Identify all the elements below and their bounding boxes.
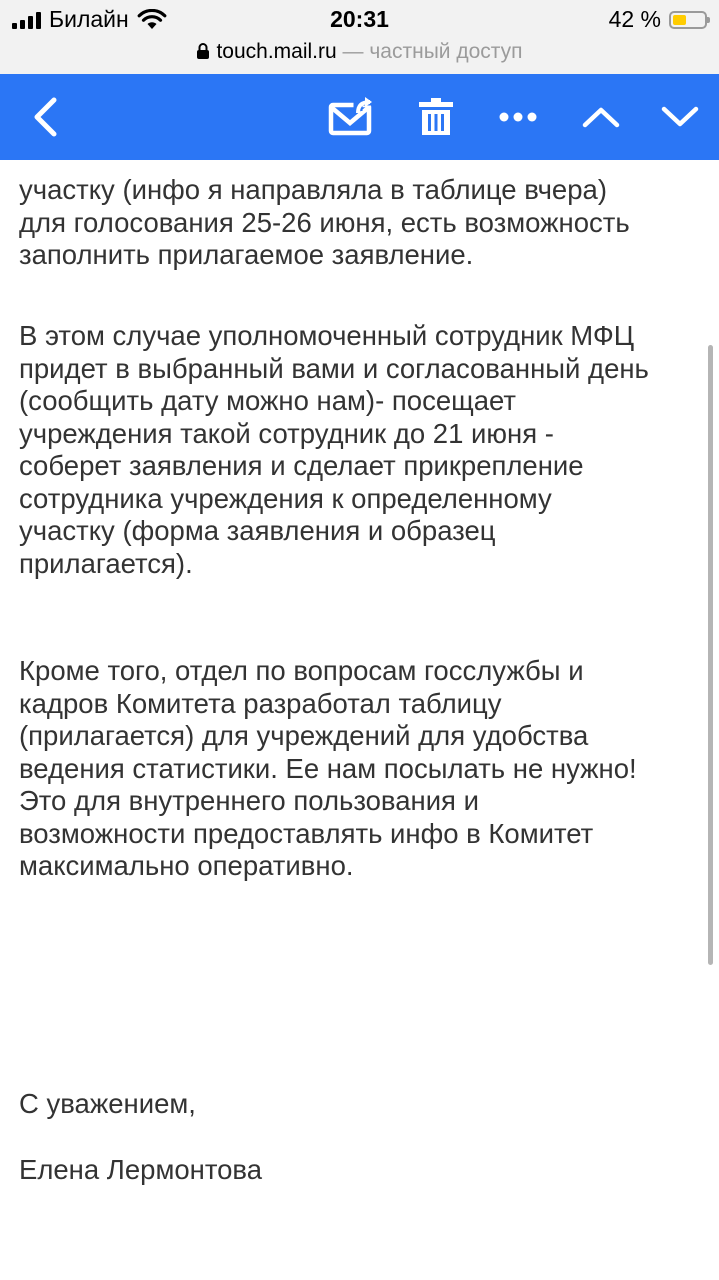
signature: Елена Лермонтова [19, 1154, 263, 1185]
address-bar[interactable] [0, 40, 719, 64]
line: соберет заявления и сделает прикрепление [19, 450, 584, 481]
line: сотрудника учреждения к определенному [19, 482, 552, 514]
url-suffix: — частный доступ [336, 40, 523, 63]
paragraph-1 [19, 174, 699, 272]
line: (прилагается) для учреждений для удобства [19, 720, 589, 751]
more-button[interactable] [492, 74, 544, 160]
message-toolbar [0, 74, 719, 160]
line: участку (форма заявления и образец [19, 515, 496, 546]
line: максимально оперативно. [19, 850, 354, 881]
move-to-folder-button[interactable] [322, 74, 382, 160]
line: заполнить прилагаемое заявление. [19, 239, 474, 270]
status-bar [0, 0, 719, 74]
carrier: Билайн [49, 6, 129, 32]
clock: 20:31 [330, 6, 389, 32]
next-message-button[interactable] [655, 74, 705, 160]
line: кадров Комитета разработал таблицу [19, 687, 502, 719]
lock-icon [196, 42, 210, 60]
trash-icon [418, 97, 454, 137]
paragraph-2 [19, 320, 699, 580]
line: возможности предоставлять инфо в Комитет [19, 817, 594, 849]
closing: С уважением, [19, 1088, 196, 1119]
line: (сообщить дату можно нам)- посещает [19, 385, 517, 416]
line: Кроме того, отдел по вопросам госслужбы и [19, 655, 584, 686]
paragraph-3 [19, 655, 699, 883]
line: придет в выбранный вами и согласованный день [19, 352, 649, 384]
line: учреждения такой сотрудник до 21 июня - [19, 417, 554, 449]
back-button[interactable] [20, 74, 70, 160]
line: участку (инфо я направляла в таблице вчера) [19, 174, 607, 205]
line: Это для внутреннего пользования и [19, 785, 479, 816]
next-message-icon [661, 105, 699, 129]
move-to-folder-icon [328, 97, 376, 137]
battery-icon [669, 11, 707, 29]
line: В этом случае уполномоченный сотрудник МФЦ [19, 320, 635, 351]
back-icon [32, 96, 58, 138]
line: для голосования 25-26 июня, есть возможность [19, 206, 630, 238]
line: ведения статистики. Ее нам посылать не нужно! [19, 752, 637, 784]
delete-button[interactable] [410, 74, 462, 160]
scrollbar[interactable] [708, 345, 713, 965]
more-icon [498, 111, 538, 123]
previous-message-button[interactable] [576, 74, 626, 160]
battery-percent: 42 % [608, 6, 661, 32]
url-domain: touch.mail.ru [216, 40, 337, 63]
previous-message-icon [582, 105, 620, 129]
line: прилагается). [19, 547, 193, 579]
